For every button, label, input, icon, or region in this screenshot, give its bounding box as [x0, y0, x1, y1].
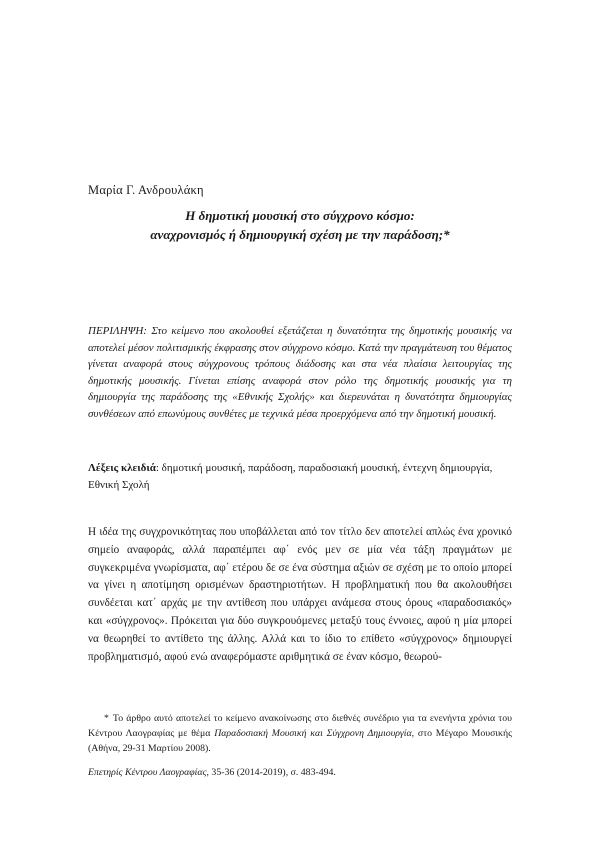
title-line-2: αναχρονισμός ή δημιουργική σχέση με την παράδοση;* — [150, 227, 450, 242]
keywords-label: Λέξεις κλειδιά — [88, 462, 156, 474]
body-text — [88, 524, 512, 666]
footnote-mark: * — [104, 713, 109, 724]
keywords-text: : δημοτική μουσική, παράδοση, παραδοσιακή μουσική, έντεχνη δημιουργία, Εθνική Σχολή — [88, 462, 493, 491]
journal-name: Επετηρίς Κέντρου Λαογραφίας — [88, 767, 207, 778]
keywords — [88, 460, 512, 494]
citation-details: , 35-36 (2014-2019), σ. 483-494. — [206, 767, 336, 778]
footnote-text-a: Το άρθρο αυτό αποτελεί το κείμενο ανακοίνωσης στο διεθνές συνέδριο για τα ενενήντα χρόνια του Κέντρου Λαογραφίας με θέμα — [88, 713, 512, 739]
article-title — [88, 206, 512, 244]
footnote — [88, 711, 512, 756]
title-line-1: Η δημοτική μουσική στο σύγχρονο κόσμο: — [185, 208, 415, 223]
citation-footer — [88, 767, 512, 778]
author-name: Μαρία Γ. Ανδρουλάκη — [88, 183, 204, 197]
body-paragraph: Η ιδέα της συγχρονικότητας που υποβάλλεται από τον τίτλο δεν αποτελεί απλώς ένα χρονικό σημείο αναφοράς, αλλά παραπέμπει αφ΄ ενός μεν σε μία νέα τάξη πραγμάτων με συγκεκριμένα γνωρίσματα, αφ΄ ετέρου δε σε ένα σύστημα αξιών σε σχέση με το οποίο μπορεί να γίνει η αποτίμηση ορισμένων δραστηριοτήτων. Η προβληματική που θα ακολουθήσει συνδέεται κατ΄ αρχάς με την αντίθεση που υπάρχει ανάμεσα στους όρους «παραδοσιακός» και «σύγχρονος». Πρόκειται για δύο συγκρουόμενες μεταξύ τους έννοιες, αφού η μία μπορεί να θεωρηθεί το αντίθετο της άλλης. Αλλά και το ίδιο το επίθετο «σύγχρονος» δημιουργεί προβληματισμό, αφού ενώ αναφερόμαστε αριθμητικά σε έναν κόσμο, θεωρού- — [88, 526, 512, 663]
footnote-text-b: , στο Μέγαρο Μουσικής (Αθήνα, 29-31 Μαρτίου 2008). — [88, 728, 513, 754]
abstract: ΠΕΡΙΛΗΨΗ: Στο κείμενο που ακολουθεί εξετάζεται η δυνατότητα της δημοτικής μουσικής να αποτελεί μέσον πολιτισμικής έκφρασης στον σύγχρονο κόσμο. Κατά την πραγμάτευση του θέματος γίνεται αναφορά στους σύγχρονους τρόπους διάδοσης και στα νέα πλαίσια λειτουργίας της δημοτικής μουσικής. Γίνεται επίσης αναφορά στον ρόλο της δημοτικής μουσικής για τη δημιουργία της παράδοσης της «Εθνικής Σχολής» και διερευνάται η δυνατότητα δημιουργίας συνθέσεων από επωνύμους συνθέτες με τεχνικά μέσα προερχόμενα από την δημοτική μουσική. — [88, 325, 512, 420]
footnote-conference-title: Παραδοσιακή Μουσική και Σύγχρονη Δημιουργία — [214, 728, 412, 739]
